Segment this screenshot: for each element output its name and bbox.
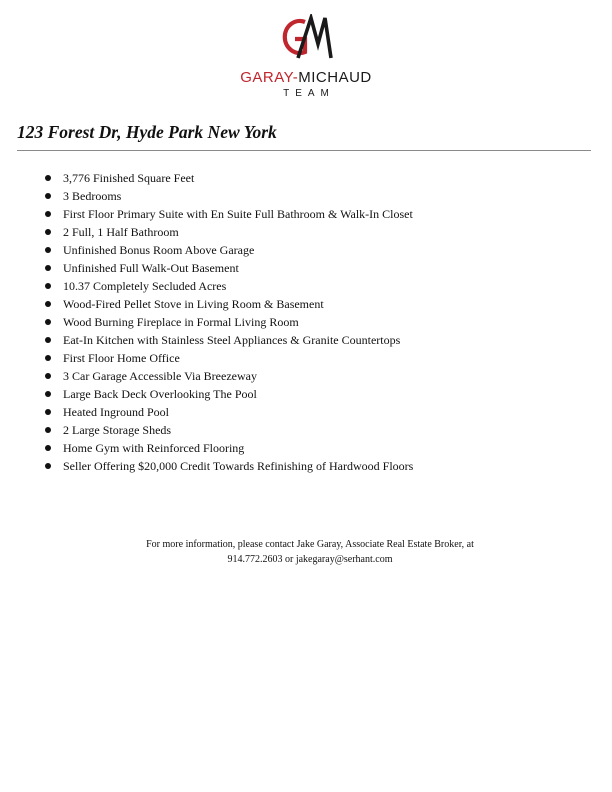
feature-item: Large Back Deck Overlooking The Pool [38,385,413,403]
title-divider [17,150,591,151]
contact-info [0,537,612,567]
feature-item: 3 Car Garage Accessible Via Breezeway [38,367,413,385]
feature-item: 2 Large Storage Sheds [38,421,413,439]
feature-item: 10.37 Completely Secluded Acres [38,277,413,295]
feature-item: Wood Burning Fireplace in Formal Living Room [38,313,413,331]
feature-item: First Floor Primary Suite with En Suite Full Bathroom & Walk-In Closet [38,205,413,223]
feature-item: Heated Inground Pool [38,403,413,421]
contact-line-2: 914.772.2603 or jakegaray@serhant.com [227,554,393,565]
feature-item: Eat-In Kitchen with Stainless Steel Appliances & Granite Countertops [38,331,413,349]
feature-list [38,169,413,475]
feature-item: Home Gym with Reinforced Flooring [38,439,413,457]
feature-item: 3,776 Finished Square Feet [38,169,413,187]
logo-name-part2: MICHAUD [298,69,372,86]
logo-name [0,70,612,86]
property-title: 123 Forest Dr, Hyde Park New York [17,122,277,142]
feature-item: First Floor Home Office [38,349,413,367]
feature-item: Unfinished Full Walk-Out Basement [38,259,413,277]
feature-item: 3 Bedrooms [38,187,413,205]
feature-item: Wood-Fired Pellet Stove in Living Room & Basement [38,295,413,313]
contact-line-1: For more information, please contact Jake Garay, Associate Real Estate Broker, at [146,539,474,550]
logo-team: TEAM [283,88,335,99]
feature-item: Unfinished Bonus Room Above Garage [38,241,413,259]
feature-item: Seller Offering $20,000 Credit Towards Refinishing of Hardwood Floors [38,457,413,475]
feature-item: 2 Full, 1 Half Bathroom [38,223,413,241]
logo-name-part1: GARAY- [240,69,299,86]
gm-logo-icon [274,14,338,62]
logo [0,14,612,99]
